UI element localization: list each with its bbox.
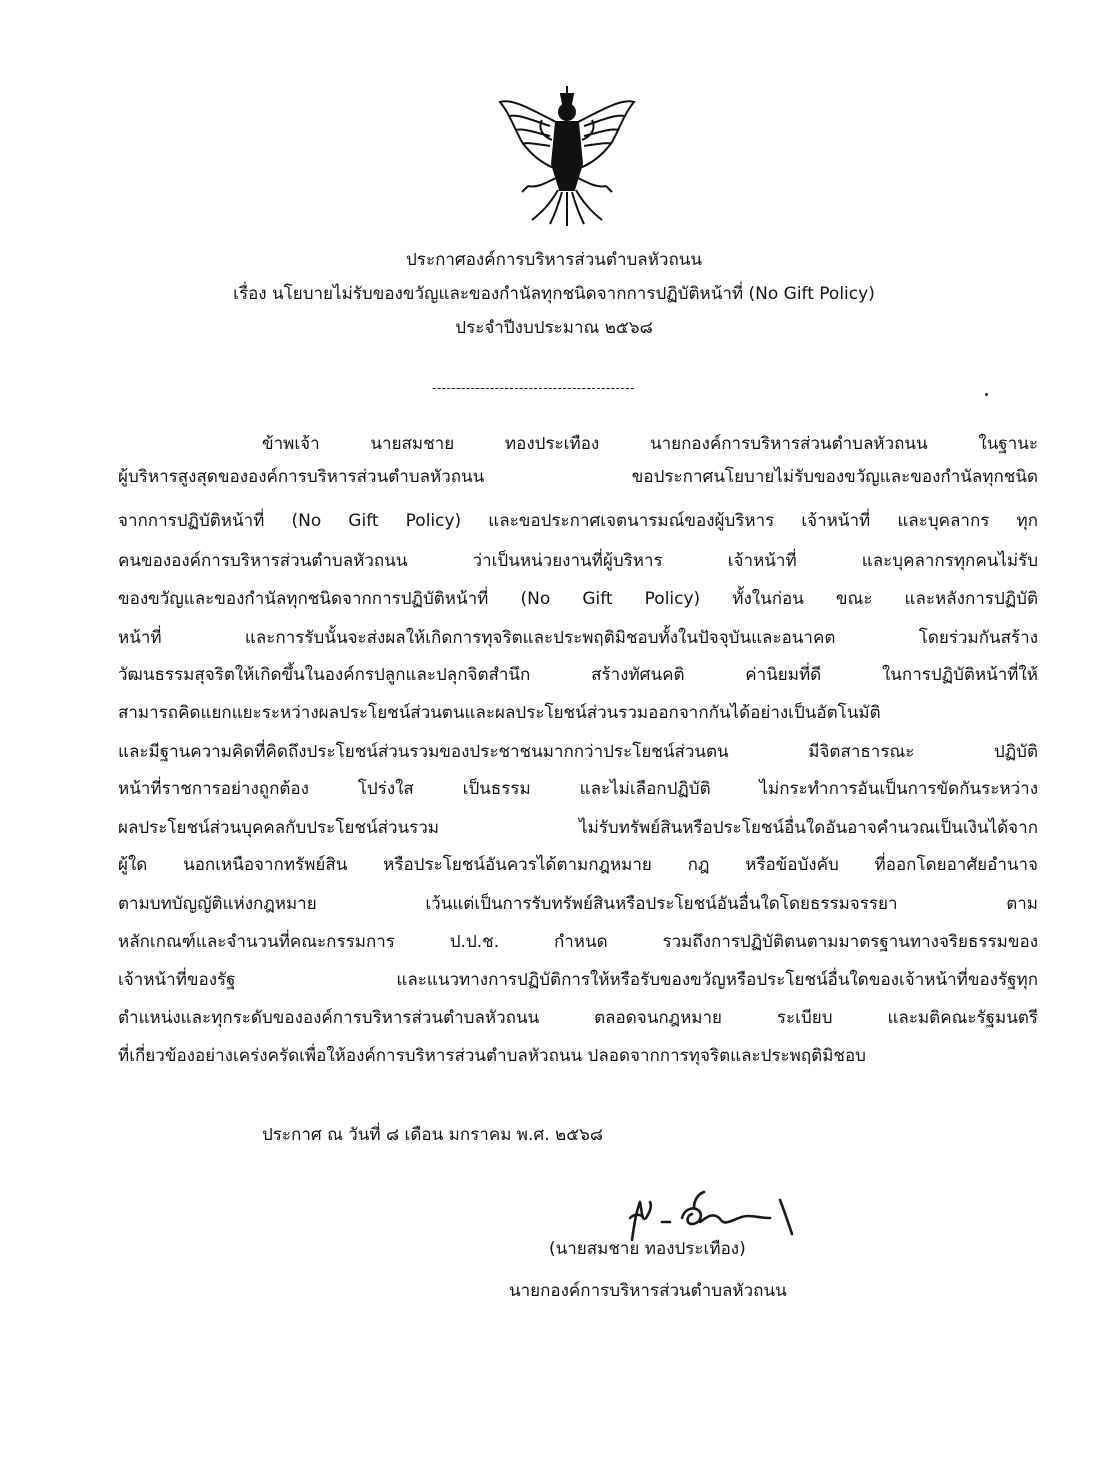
body-line: วัฒนธรรมสุจริตให้เกิดขึ้นในองค์กรปลูกและปลุกจิตสำนึก สร้างทัศนคติ ค่านิยมที่ดี ในการปฏิบัติหน้าที่ให้ bbox=[118, 665, 1038, 685]
body-line: สามารถคิดแยกแยะระหว่างผลประโยชน์ส่วนตนและผลประโยชน์ส่วนรวมออกจากกันได้อย่างเป็นอัตโนมัติ bbox=[118, 703, 881, 723]
document-title: ประกาศองค์การบริหารส่วนตำบลหัวถนน bbox=[406, 250, 702, 270]
body-line: ของขวัญและของกำนัลทุกชนิดจากการปฏิบัติหน้าที่ (No Gift Policy) ทั้งในก่อน ขณะ และหลังการปฏิบัติ bbox=[118, 589, 1038, 609]
body-line: หน้าที่ และการรับนั้นจะส่งผลให้เกิดการทุจริตและประพฤติมิชอบทั้งในปัจจุบันและอนาคต โดยร่วมกันสร้าง bbox=[118, 628, 1038, 648]
scan-speck bbox=[985, 393, 988, 396]
body-line: และมีฐานความคิดที่คิดถึงประโยชน์ส่วนรวมของประชาชนมากกว่าประโยชน์ส่วนตน มีจิตสาธารณะ ปฏิบัติ bbox=[118, 742, 1038, 762]
signatory-title: นายกองค์การบริหารส่วนตำบลหัวถนน bbox=[509, 1281, 787, 1301]
header-divider: ------------------------------------------ bbox=[432, 381, 635, 395]
body-line: ข้าพเจ้า นายสมชาย ทองประเทือง นายกองค์การบริหารส่วนตำบลหัวถนน ในฐานะ bbox=[262, 434, 1038, 454]
body-line: เจ้าหน้าที่ของรัฐ และแนวทางการปฏิบัติการให้หรือรับของขวัญหรือประโยชน์อื่นใดของเจ้าหน้าที่ของรัฐทุก bbox=[118, 970, 1038, 990]
body-line: ผู้บริหารสูงสุดขององค์การบริหารส่วนตำบลหัวถนน ขอประกาศนโยบายไม่รับของขวัญและของกำนัลทุกชนิด bbox=[118, 467, 1038, 487]
garuda-emblem-icon bbox=[492, 80, 642, 230]
body-line: ผลประโยชน์ส่วนบุคคลกับประโยชน์ส่วนรวม ไม่รับทรัพย์สินหรือประโยชน์อื่นใดอันอาจคำนวณเป็นเงินได้จาก bbox=[118, 818, 1038, 838]
body-line: ที่เกี่ยวข้องอย่างเคร่งครัดเพื่อให้องค์การบริหารส่วนตำบลหัวถนน ปลอดจากการทุจริตและประพฤติมิชอบ bbox=[118, 1046, 866, 1066]
document-fiscal-year: ประจำปีงบประมาณ ๒๕๖๘ bbox=[455, 318, 653, 338]
body-line: ตำแหน่งและทุกระดับขององค์การบริหารส่วนตำบลหัวถนน ตลอดจนกฎหมาย ระเบียบ และมติคณะรัฐมนตรี bbox=[118, 1008, 1038, 1028]
signatory-name: (นายสมชาย ทองประเทือง) bbox=[549, 1239, 746, 1259]
body-line: หน้าที่ราชการอย่างถูกต้อง โปร่งใส เป็นธรรม และไม่เลือกปฏิบัติ ไม่กระทำการอันเป็นการขัดกันระหว่าง bbox=[118, 779, 1038, 799]
body-line: จากการปฏิบัติหน้าที่ (No Gift Policy) และขอประกาศเจตนารมณ์ของผู้บริหาร เจ้าหน้าที่ และบุคลากร ทุก bbox=[118, 511, 1038, 531]
body-line: ผู้ใด นอกเหนือจากทรัพย์สิน หรือประโยชน์อันควรได้ตามกฎหมาย กฎ หรือข้อบังคับ ที่ออกโดยอาศัยอำนาจ bbox=[118, 855, 1038, 875]
proclamation-date: ประกาศ ณ วันที่ ๘ เดือน มกราคม พ.ศ. ๒๕๖๘ bbox=[262, 1125, 603, 1145]
body-line: คนขององค์การบริหารส่วนตำบลหัวถนน ว่าเป็นหน่วยงานที่ผู้บริหาร เจ้าหน้าที่ และบุคลากรทุกคนไม่รับ bbox=[118, 551, 1038, 571]
body-line: ตามบทบัญญัติแห่งกฎหมาย เว้นแต่เป็นการรับทรัพย์สินหรือประโยชน์อันอื่นใดโดยธรรมจรรยา ตาม bbox=[118, 894, 1038, 914]
body-line: หลักเกณฑ์และจำนวนที่คณะกรรมการ ป.ป.ช. กำหนด รวมถึงการปฏิบัติตนตามมาตรฐานทางจริยธรรมของ bbox=[118, 932, 1038, 952]
document-subject: เรื่อง นโยบายไม่รับของขวัญและของกำนัลทุกชนิดจากการปฏิบัติหน้าที่ (No Gift Policy) bbox=[233, 284, 875, 304]
